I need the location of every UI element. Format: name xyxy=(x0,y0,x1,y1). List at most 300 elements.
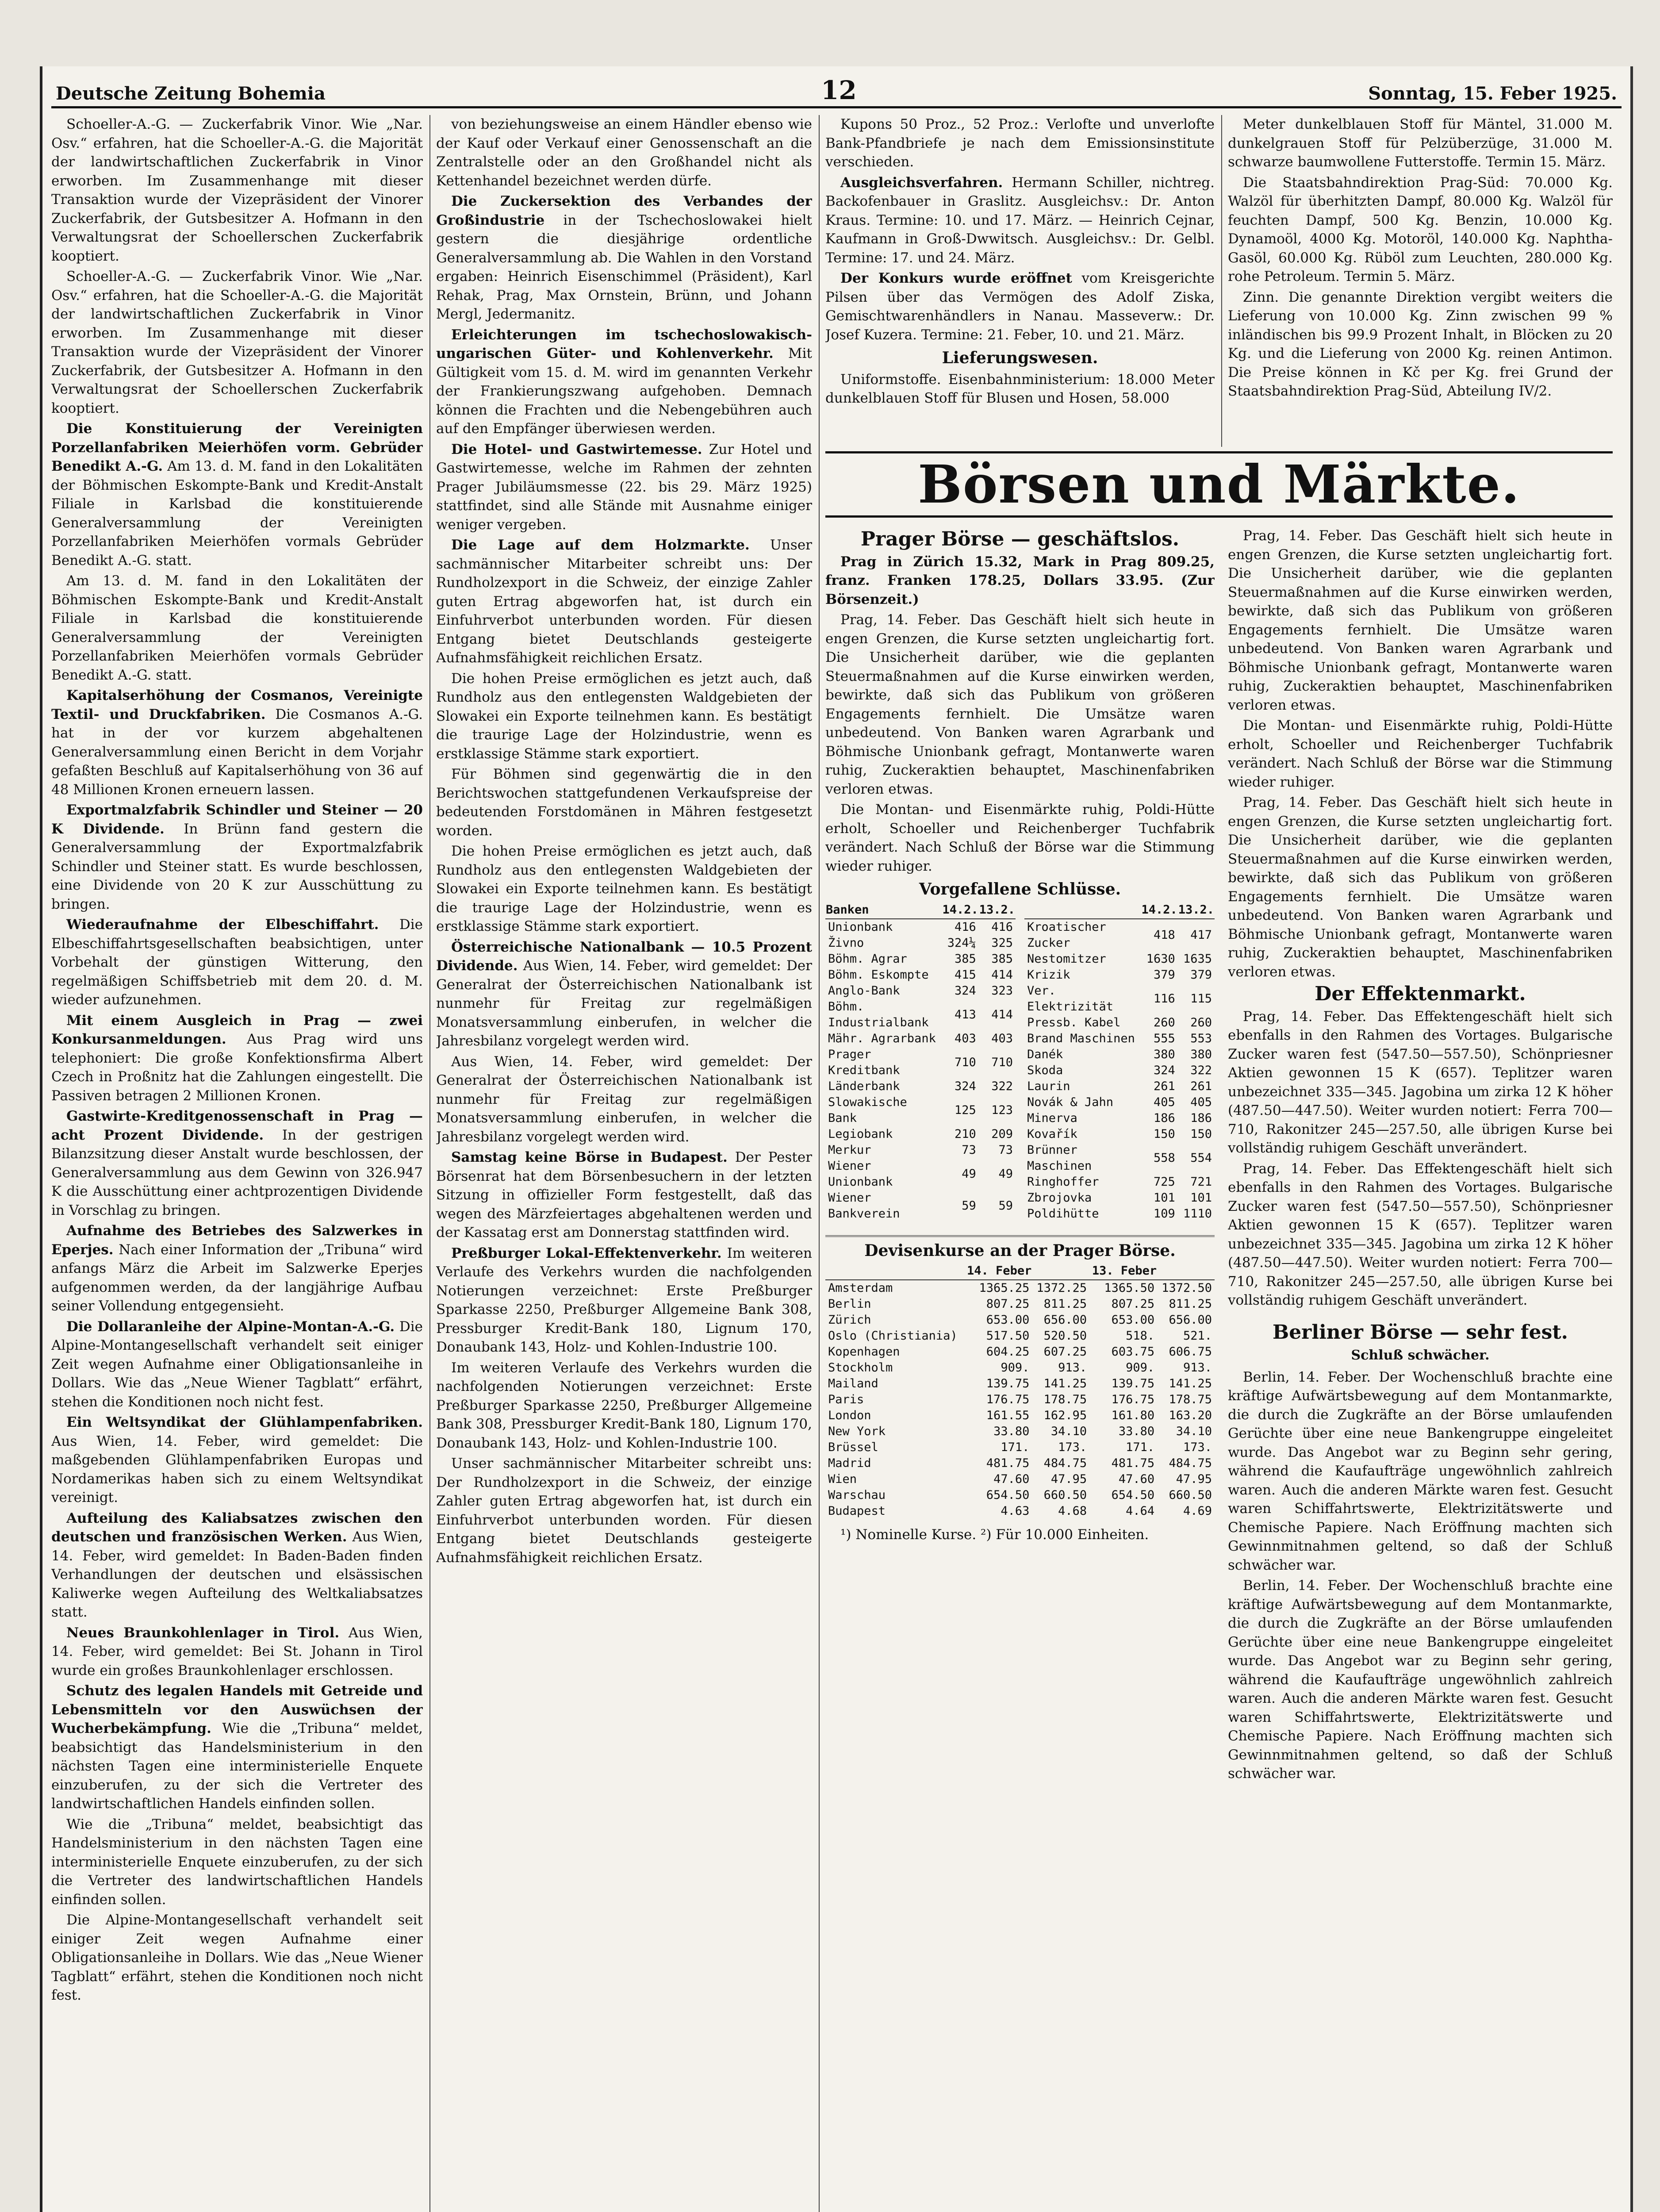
article-heading: Die Hotel- und Gastwirtemesse. xyxy=(451,441,702,457)
table-cell: 656.00 xyxy=(1169,1313,1212,1327)
table-cell: 909. xyxy=(1126,1361,1155,1375)
table-cell: 1372.50 xyxy=(1162,1281,1212,1295)
article-heading: Exportmalzfabrik Schindler und Steiner — 20 K Dividende. xyxy=(51,802,423,837)
table-cell: 415 xyxy=(954,968,976,982)
table-cell: Paris xyxy=(828,1393,864,1406)
subsection-subheading: Schluß schwächer. xyxy=(1351,1348,1490,1363)
article-text: vom Kreisgerichte Pilsen über das Vermögen des Adolf Ziska, Gemischtwarenhändlers in Nanau. Masseverw.: Dr. Josef Kuzera. Termine: 21. Feber, 10. und 21. März. xyxy=(825,270,1215,343)
table-cell: Legiobank xyxy=(828,1127,893,1141)
table-row xyxy=(825,1328,1215,1344)
table-row xyxy=(825,1408,1215,1424)
stock-table-industry xyxy=(1024,902,1215,1222)
article-heading: Gastwirte-Kreditgenossenschaft in Prag — acht Prozent Dividende. xyxy=(51,1108,423,1143)
table-cell: 554 xyxy=(1190,1151,1212,1165)
table-row xyxy=(1024,1015,1215,1031)
table-cell: Zürich xyxy=(828,1313,871,1327)
article-text: Die Alpine-Montangesellschaft verhandelt seit einiger Zeit wegen Aufnahme einer Obligationsanleihe in Dollars. Wie das „Neue Wiener Tagblatt“ erfährt, stehen die Konditionen noch nicht fest. xyxy=(51,1318,423,1410)
article-text: Die Montan- und Eisenmärkte ruhig, Poldi-Hütte erholt, Schoeller und Reichenberger Tuchfabrik verändert. Nach Schluß der Börse war die Stimmung wieder ruhiger. xyxy=(1228,718,1613,790)
table-cell: 403 xyxy=(991,1031,1013,1045)
article-text: Die Montan- und Eisenmärkte ruhig, Poldi-Hütte erholt, Schoeller und Reichenberger Tuchfabrik verändert. Nach Schluß der Börse war die Stimmung wieder ruhiger. xyxy=(825,802,1215,874)
table-header: 14.2. xyxy=(942,902,978,919)
article-heading: Die Zuckersektion des Verbandes der Großindustrie xyxy=(436,193,812,228)
table-cell: 49 xyxy=(962,1167,976,1181)
table-cell: 417 xyxy=(1190,928,1212,942)
table-cell: Berlin xyxy=(828,1297,871,1311)
table-row xyxy=(825,1487,1215,1503)
article-text: Für Böhmen sind gegenwärtig die in den Berichtswochen stattgefundenen Verkaufspreise der bedeutenden Forstdomänen in Mähren festgesetzt worden. xyxy=(436,766,812,839)
article-heading: Die Dollaranleihe der Alpine-Montan-A.-G. xyxy=(66,1318,395,1335)
table-cell: 654.50 xyxy=(986,1488,1030,1502)
table-row xyxy=(825,1440,1215,1455)
table-cell: Länderbank xyxy=(828,1079,900,1093)
table-cell: Poldihütte xyxy=(1027,1206,1099,1221)
table-row xyxy=(1024,919,1215,951)
section-heading: Lieferungswesen. xyxy=(942,349,1098,367)
table-cell: 101 xyxy=(1190,1190,1212,1205)
table-cell: 481.75 xyxy=(1111,1456,1155,1470)
table-cell: Merkur xyxy=(828,1143,871,1157)
table-cell: Ringhoffer xyxy=(1027,1175,1099,1189)
table-cell: 162.95 xyxy=(1043,1409,1087,1422)
table-cell: 150 xyxy=(1190,1127,1212,1141)
article-text: Am 13. d. M. fand in den Lokalitäten der Böhmischen Eskompte-Bank und Kredit-Anstalt Filiale in Karlsbad die konstituierende Generalversammlung der Vereinigten Porzellanfabriken Meierhöfen vormals Gebrüder Benedikt A.-G. statt. xyxy=(51,573,423,683)
article-text: Wie die „Tribuna“ meldet, beabsichtigt das Handelsministerium in den nächsten Tagen eine interministerielle Enquete einzuberufen, zu der sich die Vertreter des landwirtschaftlichen Handels einfinden sollen. xyxy=(51,1720,423,1812)
table-cell: 176.75 xyxy=(986,1393,1030,1406)
table-cell: 171. xyxy=(1126,1440,1155,1454)
table-cell: 73 xyxy=(998,1143,1013,1157)
table-cell: Zbrojovka xyxy=(1027,1190,1092,1205)
table-cell: Prager Kreditbank xyxy=(828,1047,900,1077)
table-cell: 125 xyxy=(954,1103,976,1117)
table-row xyxy=(1024,1063,1215,1079)
table-header: 13.2. xyxy=(979,902,1016,919)
table-header: 14. Feber xyxy=(964,1263,1032,1280)
table-cell: 484.75 xyxy=(1043,1456,1087,1470)
table-cell: 47.60 xyxy=(1118,1472,1155,1486)
table-row xyxy=(825,1296,1215,1312)
table-cell: 171. xyxy=(1001,1440,1030,1454)
table-header: 13. Feber xyxy=(1089,1263,1157,1280)
table-row xyxy=(825,1376,1215,1392)
section-title: Börsen und Märkte. xyxy=(825,451,1613,518)
table-cell: 660.50 xyxy=(1169,1488,1212,1502)
table-row xyxy=(1024,983,1215,1015)
table-cell: 653.00 xyxy=(1111,1313,1155,1327)
table-cell: Slowakische Bank xyxy=(828,1095,907,1125)
table-cell: Mähr. Agrarbank xyxy=(828,1031,936,1045)
table-cell: 47.95 xyxy=(1176,1472,1212,1486)
table-cell: 161.55 xyxy=(986,1409,1030,1422)
table-cell: 322 xyxy=(1190,1063,1212,1077)
table-cell: 725 xyxy=(1153,1175,1175,1189)
article-heading: Preßburger Lokal-Effektenverkehr. xyxy=(451,1245,722,1261)
table-cell: Warschau xyxy=(828,1488,886,1502)
table-row xyxy=(1024,1047,1215,1063)
footnote: ¹) Nominelle Kurse. ²) Für 10.000 Einheiten. xyxy=(840,1527,1149,1543)
article-text: Der Pester Börsenrat hat dem Börsenbesuchern in der letzten Sitzung in offizieller Form festgestellt, daß das wegen des Märzfeiertages abgehaltenen werden und der Kassatag erst am Donnerstag stattfinden wird. xyxy=(436,1149,812,1240)
table-cell: 324 xyxy=(954,1079,976,1093)
table-cell: New York xyxy=(828,1425,886,1438)
table-cell: Kroatischer Zucker xyxy=(1027,920,1106,950)
table-cell: 176.75 xyxy=(1111,1393,1155,1406)
table-cell: 413 xyxy=(954,1007,976,1022)
exchange-rates-line: Prag in Zürich 15.32, Mark in Prag 809.25, franz. Franken 178.25, Dollars 33.95. (Zur Börsenzeit.) xyxy=(825,553,1215,607)
table-cell: 4.69 xyxy=(1183,1504,1212,1518)
article-text: Im weiteren Verlaufe des Verkehrs wurden die nachfolgenden Notierungen verzeichnet: Erste Preßburger Sparkasse 2250, Preßburger Allgemeine Bank 308, Pressburger Kredit-Bank 180, Lignum 170, Donaubank 143, Holz- und Kohlen-Industrie 100. xyxy=(436,1359,812,1451)
table-cell: 656.00 xyxy=(1043,1313,1087,1327)
table-header: Banken xyxy=(825,902,942,919)
table-cell: 555 xyxy=(1153,1031,1175,1045)
table-cell: 116 xyxy=(1153,991,1175,1006)
table-cell: 141.25 xyxy=(1169,1377,1212,1390)
table-cell: 322 xyxy=(991,1079,1013,1093)
article-text: Wie die „Tribuna“ meldet, beabsichtigt das Handelsministerium in den nächsten Tagen eine interministerielle Enquete einzuberufen, zu der sich die Vertreter des landwirtschaftlichen Handels einfinden sollen. xyxy=(51,1816,423,1908)
column-4-markets xyxy=(1228,526,1613,2212)
table-cell: Wiener Bankverein xyxy=(828,1190,900,1221)
article-heading: Neues Braunkohlenlager in Tirol. xyxy=(66,1624,340,1641)
table-cell: 260 xyxy=(1153,1015,1175,1029)
table-cell: Danék xyxy=(1027,1047,1063,1061)
table-heading: Vorgefallene Schlüsse. xyxy=(919,880,1121,899)
table-cell: 385 xyxy=(991,952,1013,966)
article-text: Die hohen Preise ermöglichen es jetzt auch, daß Rundholz aus den entlegensten Waldgebieten der Slowakei ein Exporte teilnehmen kann. Es bestätigt die traurige Lage der Holzindustrie, wenn es erstklassige Stämme stark exportiert. xyxy=(436,843,812,934)
article-text: Aus Wien, 14. Feber, wird gemeldet: Die maßgebenden Glühlampenfabriken Europas und Nordamerikas haben sich zu einem Weltsyndikat vereinigt. xyxy=(51,1433,423,1505)
article-text: In Brünn fand gestern die Generalversammlung der Exportmalzfabrik Schindler und Steiner statt. Es wurde beschlossen, eine Dividende von 20 K zur Ausschüttung zu bringen. xyxy=(51,821,423,912)
table-cell: 909. xyxy=(1001,1361,1030,1375)
table-cell: 101 xyxy=(1153,1190,1175,1205)
table-cell: 660.50 xyxy=(1043,1488,1087,1502)
table-cell: 380 xyxy=(1153,1047,1175,1061)
table-row xyxy=(1024,1142,1215,1174)
table-cell: 47.60 xyxy=(993,1472,1030,1486)
article-heading: Ausgleichsverfahren. xyxy=(840,174,1003,191)
column-rule xyxy=(429,115,430,2212)
table-cell: 1110 xyxy=(1183,1206,1212,1221)
table-cell: 123 xyxy=(991,1103,1013,1117)
table-cell: 1635 xyxy=(1183,952,1212,966)
article-text: Berlin, 14. Feber. Der Wochenschluß brachte eine kräftige Aufwärtsbewegung auf dem Montanmarkte, die durch die Zugkräfte an der Börse umlaufenden Gerüchte über eine neue Bankengruppe eingeleitet wurde. Das Angebot war zu Beginn sehr gering, während die Kaufaufträge ungewöhnlich zahlreich waren. Auch die anderen Märkte waren fest. Gesucht waren Schiffahrtswerte, Elektrizitätswerte und Chemische Papiere. Nach Eröffnung machten sich Gewinnmitnahmen geltend, so daß der Schluß schwächer war. xyxy=(1228,1369,1613,1573)
table-cell: Mailand xyxy=(828,1377,878,1390)
table-cell: 913. xyxy=(1183,1361,1212,1375)
table-row xyxy=(825,1280,1215,1296)
table-cell: 1630 xyxy=(1146,952,1175,966)
table-cell: 484.75 xyxy=(1169,1456,1212,1470)
table-cell: Wiener Unionbank xyxy=(828,1159,893,1189)
table-cell: Anglo-Bank xyxy=(828,983,900,998)
article-heading: Wiederaufnahme der Elbeschiffahrt. xyxy=(66,917,379,933)
table-cell: Böhm. Agrar xyxy=(828,952,907,966)
running-header xyxy=(51,75,1622,108)
table-cell: London xyxy=(828,1409,871,1422)
table-row xyxy=(1024,1031,1215,1047)
table-cell: 209 xyxy=(991,1127,1013,1141)
table-cell: 414 xyxy=(991,1007,1013,1022)
table-cell: 4.64 xyxy=(1126,1504,1155,1518)
table-cell: 379 xyxy=(1190,968,1212,982)
table-cell: 325 xyxy=(991,936,1013,950)
table-cell: Krizik xyxy=(1027,968,1070,982)
table-cell: Madrid xyxy=(828,1456,871,1470)
table-cell: 405 xyxy=(1190,1095,1212,1109)
table-cell: 178.75 xyxy=(1169,1393,1212,1406)
table-cell: 139.75 xyxy=(1111,1377,1155,1390)
table-cell: 73 xyxy=(962,1143,976,1157)
table-cell: 405 xyxy=(1153,1095,1175,1109)
table-cell: 33.80 xyxy=(1118,1425,1155,1438)
table-cell: 416 xyxy=(991,920,1013,934)
subsection-heading: Der Effektenmarkt. xyxy=(1315,983,1526,1005)
table-cell: Brand Maschinen xyxy=(1027,1031,1135,1045)
article-text: Die Cosmanos A.-G. hat in der vor kurzem abgehaltenen Generalversammlung einen Bericht in dem Vorjahr gefaßten Beschluß auf Kapitalserhöhung von 36 auf 48 Millionen Kronen erneuern lassen. xyxy=(51,706,423,798)
table-row xyxy=(825,967,1016,983)
article-text: Die hohen Preise ermöglichen es jetzt auch, daß Rundholz aus den entlegensten Waldgebieten der Slowakei ein Exporte teilnehmen kann. Es bestätigt die traurige Lage der Holzindustrie, wenn es erstklassige Stämme stark exportiert. xyxy=(436,670,812,762)
table-cell: Oslo (Christiania) xyxy=(828,1329,958,1343)
table-cell: 139.75 xyxy=(986,1377,1030,1390)
table-row xyxy=(825,1158,1016,1190)
article-text: Die Alpine-Montangesellschaft verhandelt seit einiger Zeit wegen Aufnahme einer Obligationsanleihe in Dollars. Wie das „Neue Wiener Tagblatt“ erfährt, stehen die Konditionen noch nicht fest. xyxy=(51,1912,423,2003)
table-cell: 520.50 xyxy=(1043,1329,1087,1343)
table-cell: 186 xyxy=(1153,1111,1175,1125)
table-cell: 913. xyxy=(1058,1361,1087,1375)
article-text: Zinn. Die genannte Direktion vergibt weiters die Lieferung von 10.000 Kg. Zinn zwischen 99 % inländischen bis 99.9 Prozent Inhalt, in Blöcken zu 20 Kg. und die Lieferung von 2000 Kg. reinen Antimon. Die Preise können in Kč per Kg. frei Grund der Staatsbahndirektion Prag-Süd, Abteilung IV/2. xyxy=(1228,289,1613,399)
article-text: Schoeller-A.-G. — Zuckerfabrik Vinor. Wie „Nar. Osv.“ erfahren, hat die Schoeller-A.-G. die Majorität der landwirtschaftlichen Zuckerfabrik in Vinor erworben. Im Zusammenhange mit dieser Transaktion wurde der Vizepräsident der Vinorer Zuckerfabrik, der Gutsbesitzer A. Hofmann in den Verwaltungsrat der Schoellerschen Zuckerfabrik kooptiert. xyxy=(51,269,423,416)
table-cell: 653.00 xyxy=(986,1313,1030,1327)
column-2 xyxy=(436,115,812,2212)
table-cell: Ver. Elektrizität xyxy=(1027,983,1114,1014)
table-row xyxy=(825,1190,1016,1222)
table-cell: 654.50 xyxy=(1111,1488,1155,1502)
article-heading: Der Konkurs wurde eröffnet xyxy=(840,270,1072,286)
article-heading: Mit einem Ausgleich in Prag — zwei Konkursanmeldungen. xyxy=(51,1012,423,1047)
article-heading: Samstag keine Börse in Budapest. xyxy=(451,1149,728,1165)
table-cell: 481.75 xyxy=(986,1456,1030,1470)
subsection-heading: Berliner Börse — sehr fest. xyxy=(1273,1321,1568,1344)
table-header xyxy=(1157,1263,1215,1280)
table-row xyxy=(825,1312,1215,1328)
column-3-top xyxy=(825,115,1215,442)
table-cell: 34.10 xyxy=(1176,1425,1212,1438)
table-row xyxy=(1024,1110,1215,1126)
table-cell: Laurin xyxy=(1027,1079,1070,1093)
table-cell: Amsterdam xyxy=(828,1281,893,1295)
table-cell: 186 xyxy=(1190,1111,1212,1125)
table-cell: Živno xyxy=(828,936,864,950)
table-cell: 260 xyxy=(1190,1015,1212,1029)
table-row xyxy=(825,983,1016,999)
table-cell: Kovařík xyxy=(1027,1127,1077,1141)
newspaper-page xyxy=(40,66,1633,2212)
article-text: Prag, 14. Feber. Das Effektengeschäft hielt sich ebenfalls in den Rahmen des Vortages. Bulgarische Zucker waren fest (547.50—557.50), Schönpriesner Aktien gewonnen 15 K (657). Teplitzer waren unbezeichnet 335—345. Jagobina um zirka 12 K höher (487.50—447.50). Weiter wurden notiert: Ferra 700—710, Rakonitzer 245—257.50, alle übrigen Kurse bei vollständig ruhigem Geschäft unverändert. xyxy=(1228,1160,1613,1308)
table-row xyxy=(1024,1190,1215,1206)
article-text: Prag, 14. Feber. Das Geschäft hielt sich heute in engen Grenzen, die Kurse setzten ungleichartig fort. Die Unsicherheit darüber, wie die geplanten Steuermaßnahmen auf die Kurse einwirken werden, bewirkte, daß sich das Publikum von größeren Engagements fernhielt. Die Umsätze waren unbedeutend. Von Banken waren Agrarbank und Böhmische Unionbank gefragt, Montanwerte waren ruhig, Zuckeraktien behauptet, Maschinenfabriken verloren etwas. xyxy=(1228,795,1613,980)
table-cell: 1365.25 xyxy=(979,1281,1030,1295)
stock-tables xyxy=(825,902,1215,1222)
article-heading: Die Lage auf dem Holzmarkte. xyxy=(451,537,750,553)
article-text: Aus Prag wird uns telephoniert: Die große Konfektionsfirma Albert Czech in Proßnitz hat die Zahlungen eingestellt. Die Passiven betragen 2 Millionen Kronen. xyxy=(51,1031,423,1104)
table-cell: 521. xyxy=(1183,1329,1212,1343)
table-cell: 558 xyxy=(1153,1151,1175,1165)
table-cell: 261 xyxy=(1190,1079,1212,1093)
table-cell: 178.75 xyxy=(1043,1393,1087,1406)
table-cell: 418 xyxy=(1153,928,1175,942)
article-text: Aus Wien, 14. Feber, wird gemeldet: Der Generalrat der Österreichischen Nationalbank ist nunmehr für Freitag zur regelmäßigen Monatsversammlung einberufen, in welcher die Jahresbilanz vorgelegt werden wird. xyxy=(436,958,812,1049)
table-row xyxy=(1024,951,1215,967)
table-cell: 324 xyxy=(954,983,976,998)
article-text: Kupons 50 Proz., 52 Proz.: Verlofte und unverlofte Bank-Pfandbriefe je nach dem Emissionsinstitute verschieden. xyxy=(825,116,1215,170)
article-text: Im weiteren Verlaufe des Verkehrs wurden die nachfolgenden Notierungen verzeichnet: Erste Preßburger Sparkasse 2250, Preßburger Allgemeine Bank 308, Pressburger Kredit-Bank 180, Lignum 170, Donaubank 143, Holz- und Kohlen-Industrie 100. xyxy=(436,1245,812,1355)
article-text: Prag, 14. Feber. Das Geschäft hielt sich heute in engen Grenzen, die Kurse setzten ungleichartig fort. Die Unsicherheit darüber, wie die geplanten Steuermaßnahmen auf die Kurse einwirken werden, bewirkte, daß sich das Publikum von größeren Engagements fernhielt. Die Umsätze waren unbedeutend. Von Banken waren Agrarbank und Böhmische Unionbank gefragt, Montanwerte waren ruhig, Zuckeraktien behauptet, Maschinenfabriken verloren etwas. xyxy=(825,612,1215,797)
table-row xyxy=(1024,1079,1215,1094)
table-row xyxy=(1024,1206,1215,1222)
table-cell: 607.25 xyxy=(1043,1345,1087,1359)
article-heading: Schutz des legalen Handels mit Getreide und Lebensmitteln vor den Auswüchsen der Wucherbekämpfung. xyxy=(51,1683,423,1736)
subsection-heading: Prager Börse — geschäftslos. xyxy=(860,528,1180,550)
article-text: Aus Wien, 14. Feber, wird gemeldet: Der Generalrat der Österreichischen Nationalbank ist nunmehr für Freitag zur regelmäßigen Monatsversammlung einberufen, in welcher die Jahresbilanz vorgelegt werden wird. xyxy=(436,1053,812,1145)
table-cell: 604.25 xyxy=(986,1345,1030,1359)
table-cell: 210 xyxy=(954,1127,976,1141)
table-cell: 141.25 xyxy=(1043,1377,1087,1390)
table-cell: Nestomitzer xyxy=(1027,952,1106,966)
table-cell: 710 xyxy=(991,1055,1013,1069)
table-header xyxy=(1024,902,1141,919)
table-row xyxy=(825,951,1016,967)
table-cell: Novák & Jahn xyxy=(1027,1095,1114,1109)
table-row xyxy=(825,1424,1215,1440)
masthead-name: Deutsche Zeitung Bohemia xyxy=(56,83,326,104)
table-header: 14.2. xyxy=(1141,902,1177,919)
article-text: Nach einer Information der „Tribuna“ wird anfangs März die Arbeit im Salzwerke Eperjes aufgenommen werden, da der langjährige Aufbau seiner Vollendung entgegensieht. xyxy=(51,1241,423,1314)
table-cell: Böhm. Eskompte xyxy=(828,968,929,982)
table-cell: Böhm. Industrialbank xyxy=(828,999,929,1029)
table-header xyxy=(1032,1263,1089,1280)
table-cell: 33.80 xyxy=(993,1425,1030,1438)
article-text: Aus Wien, 14. Feber, wird gemeldet: Bei St. Johann in Tirol wurde ein großes Braunkohlenlager erschlossen. xyxy=(51,1624,423,1678)
table-cell: 553 xyxy=(1190,1031,1212,1045)
table-cell: 721 xyxy=(1190,1175,1212,1189)
table-cell: 49 xyxy=(998,1167,1013,1181)
table-row xyxy=(825,1503,1215,1519)
article-heading: Aufnahme des Betriebes des Salzwerkes in Eperjes. xyxy=(51,1223,423,1258)
table-cell: 109 xyxy=(1153,1206,1175,1221)
article-text: Uniformstoffe. Eisenbahnministerium: 18.000 Meter dunkelblauen Stoff für Blusen und Hosen, 58.000 xyxy=(825,371,1215,406)
markets-section xyxy=(825,442,1613,526)
table-row xyxy=(1024,1174,1215,1190)
table-cell: 161.80 xyxy=(1111,1409,1155,1422)
table-header xyxy=(825,1263,964,1280)
table-cell: 173. xyxy=(1183,1440,1212,1454)
table-row xyxy=(825,1344,1215,1360)
article-text: Berlin, 14. Feber. Der Wochenschluß brachte eine kräftige Aufwärtsbewegung auf dem Montanmarkte, die durch die Zugkräfte an der Börse umlaufenden Gerüchte über eine neue Bankengruppe eingeleitet wurde. Das Angebot war zu Beginn sehr gering, während die Kaufaufträge ungewöhnlich zahlreich waren. Auch die anderen Märkte waren fest. Gesucht waren Schiffahrtswerte, Elektrizitätswerte und Chemische Papiere. Nach Eröffnung machten sich Gewinnmitnahmen geltend, so daß der Schluß schwächer war. xyxy=(1228,1578,1613,1782)
article-text: Hermann Schiller, nichtreg. Backofenbauer in Graslitz. Ausgleichsv.: Dr. Anton Kraus. Termine: 10. und 17. März. — Heinrich Cejnar, Kaufmann in Groß-Dwwitsch. Ausgleichsv.: Dr. Gelbl. Termine: 17. und 24. März. xyxy=(825,174,1215,266)
article-text: Die Staatsbahndirektion Prag-Süd: 70.000 Kg. Walzöl für überhitzten Dampf, 80.000 Kg. Walzöl für feuchten Dampf, 500 Kg. Benzin, 10.000 Kg. Dynamoöl, 4000 Kg. Motoröl, 140.000 Kg. Naphtha-Gasöl, 60.000 Kg. Rüböl zum Leuchten, 280.000 Kg. rohe Petroleum. Termin 5. März. xyxy=(1228,174,1613,284)
table-cell: 59 xyxy=(962,1198,976,1213)
table-cell: 811.25 xyxy=(1169,1297,1212,1311)
table-row xyxy=(825,1094,1016,1126)
article-text: Am 13. d. M. fand in den Lokalitäten der Böhmischen Eskompte-Bank und Kredit-Anstalt Filiale in Karlsbad die konstituierende Generalversammlung der Vereinigten Porzellanfabriken Meierhöfen vormals Gebrüder Benedikt A.-G. statt. xyxy=(51,458,423,568)
table-row xyxy=(825,1079,1016,1094)
article-text: in der Tschechoslowakei hielt gestern die diesjährige ordentliche Generalversammlung ab. Die Wahlen in den Vorstand ergaben: Heinrich Eisenschimmel (Präsident), Karl Rehak, Prag, Max Ornstein, Brünn, und Johann Mergl, Jedermanitz. xyxy=(436,212,812,322)
article-text: Die Elbeschiffahrtsgesellschaften beabsichtigen, unter Vorbehalt der günstigen Witterung, den regelmäßigen Schiffsbetrieb mit dem 20. d. M. wieder aufzunehmen. xyxy=(51,917,423,1008)
table-row xyxy=(825,1455,1215,1471)
table-cell: Brünner Maschinen xyxy=(1027,1143,1092,1173)
table-row xyxy=(825,1126,1016,1142)
article-heading: Aufteilung des Kaliabsatzes zwischen den deutschen und französischen Werken. xyxy=(51,1510,423,1545)
table-cell: 323 xyxy=(991,983,1013,998)
table-cell: 811.25 xyxy=(1043,1297,1087,1311)
table-cell: Minerva xyxy=(1027,1111,1077,1125)
article-text: Zur Hotel und Gastwirtemesse, welche im Rahmen der zehnten Prager Jubiläumsmesse (22. bis 29. März 1925) stattfindet, sind alle Stände mit Ausnahme einiger weniger vergeben. xyxy=(436,441,812,533)
table-header: 13.2. xyxy=(1178,902,1215,919)
table-row xyxy=(1024,967,1215,983)
table-cell: 34.10 xyxy=(1050,1425,1087,1438)
table-cell: 807.25 xyxy=(1111,1297,1155,1311)
article-text: Unser sachmännischer Mitarbeiter schreibt uns: Der Rundholzexport in die Schweiz, der einzige Zahler guten Ertrag abgeworfen hat, ist durch ein Einfuhrverbot unterbunden worden. Für diesen Entgang bietet Deutschlands gesteigerte Aufnahmsfähigkeit reichlichen Ersatz. xyxy=(436,537,812,666)
column-rule xyxy=(1221,115,1222,447)
table-cell: Wien xyxy=(828,1472,857,1486)
table-cell: Stockholm xyxy=(828,1361,893,1375)
table-row xyxy=(825,935,1016,951)
table-cell: 163.20 xyxy=(1169,1409,1212,1422)
stock-table-banks xyxy=(825,902,1016,1222)
article-heading: Erleichterungen im tschechoslowakisch-ungarischen Güter- und Kohlenverkehr. xyxy=(436,326,812,361)
table-cell: 416 xyxy=(954,920,976,934)
table-cell: 4.68 xyxy=(1058,1504,1087,1518)
article-text: Mit Gültigkeit vom 15. d. M. wird im genannten Verkehr der Frankierungszwang aufgehoben. Demnach können die Frachten und die Nebengebühren auch auf den Empfänger überwiesen werden. xyxy=(436,346,812,437)
table-row xyxy=(825,1392,1215,1408)
table-row xyxy=(825,999,1016,1031)
column-3-markets xyxy=(825,526,1215,2212)
article-text: von beziehungsweise an einem Händler ebenso wie der Kauf oder Verkauf einer Genossenschaft an die Zentralstelle oder an den Großhandel nicht als Kettenhandel bezeichnet werden dürfe. xyxy=(436,116,812,189)
table-row xyxy=(825,1047,1016,1079)
table-cell: 150 xyxy=(1153,1127,1175,1141)
article-text: Prag, 14. Feber. Das Geschäft hielt sich heute in engen Grenzen, die Kurse setzten ungleichartig fort. Die Unsicherheit darüber, wie die geplanten Steuermaßnahmen auf die Kurse einwirken werden, bewirkte, daß sich das Publikum von größeren Engagements fernhielt. Die Umsätze waren unbedeutend. Von Banken waren Agrarbank und Böhmische Unionbank gefragt, Montanwerte waren ruhig, Zuckeraktien behauptet, Maschinenfabriken verloren etwas. xyxy=(1228,528,1613,713)
article-text: In der gestrigen Bilanzsitzung dieser Anstalt wurde beschlossen, der Generalversammlung aus dem Gewinn von 326.947 K die Ausschüttung einer achtprozentigen Dividende in Vorschlag zu bringen. xyxy=(51,1127,423,1218)
table-cell: 59 xyxy=(998,1198,1013,1213)
article-heading: Kapitalserhöhung der Cosmanos, Vereinigte Textil- und Druckfabriken. xyxy=(51,687,423,722)
table-cell: 1372.25 xyxy=(1036,1281,1087,1295)
table-cell: 115 xyxy=(1190,991,1212,1006)
article-text: Schoeller-A.-G. — Zuckerfabrik Vinor. Wie „Nar. Osv.“ erfahren, hat die Schoeller-A.-G. die Majorität der landwirtschaftlichen Zuckerfabrik in Vinor erworben. Im Zusammenhange mit dieser Transaktion wurde der Vizepräsident der Vinorer Zuckerfabrik, der Gutsbesitzer A. Hofmann in den Verwaltungsrat der Schoellerschen Zuckerfabrik kooptiert. xyxy=(51,116,423,264)
table-cell: 379 xyxy=(1153,968,1175,982)
table-row xyxy=(825,1142,1016,1158)
table-cell: 403 xyxy=(954,1031,976,1045)
table-cell: Kopenhagen xyxy=(828,1345,900,1359)
table-row xyxy=(825,1031,1016,1047)
table-cell: 1365.50 xyxy=(1104,1281,1155,1295)
table-row xyxy=(825,1471,1215,1487)
table-cell: Skoda xyxy=(1027,1063,1063,1077)
table-row xyxy=(825,919,1016,935)
table-cell: 385 xyxy=(954,952,976,966)
table-cell: 173. xyxy=(1058,1440,1087,1454)
table-row xyxy=(825,1360,1215,1376)
table-cell: 807.25 xyxy=(986,1297,1030,1311)
article-heading: Ein Weltsyndikat der Glühlampenfabriken. xyxy=(66,1414,423,1430)
table-cell: Unionbank xyxy=(828,920,893,934)
column-1 xyxy=(51,115,423,2212)
table-cell: Brüssel xyxy=(828,1440,878,1454)
table-cell: 47.95 xyxy=(1050,1472,1087,1486)
table-cell: 4.63 xyxy=(1001,1504,1030,1518)
column-4-top xyxy=(1228,115,1613,442)
table-cell: 324¼ xyxy=(947,936,976,950)
currency-table xyxy=(825,1263,1215,1519)
table-cell: 517.50 xyxy=(986,1329,1030,1343)
article-text: Aus Wien, 14. Feber, wird gemeldet: In Baden-Baden finden Verhandlungen der deutschen und elsässischen Kaliwerke wegen Aufteilung des Weltkaliabsatzes statt. xyxy=(51,1529,423,1620)
table-cell: 380 xyxy=(1190,1047,1212,1061)
column-rule xyxy=(819,115,820,2212)
table-row xyxy=(1024,1094,1215,1110)
